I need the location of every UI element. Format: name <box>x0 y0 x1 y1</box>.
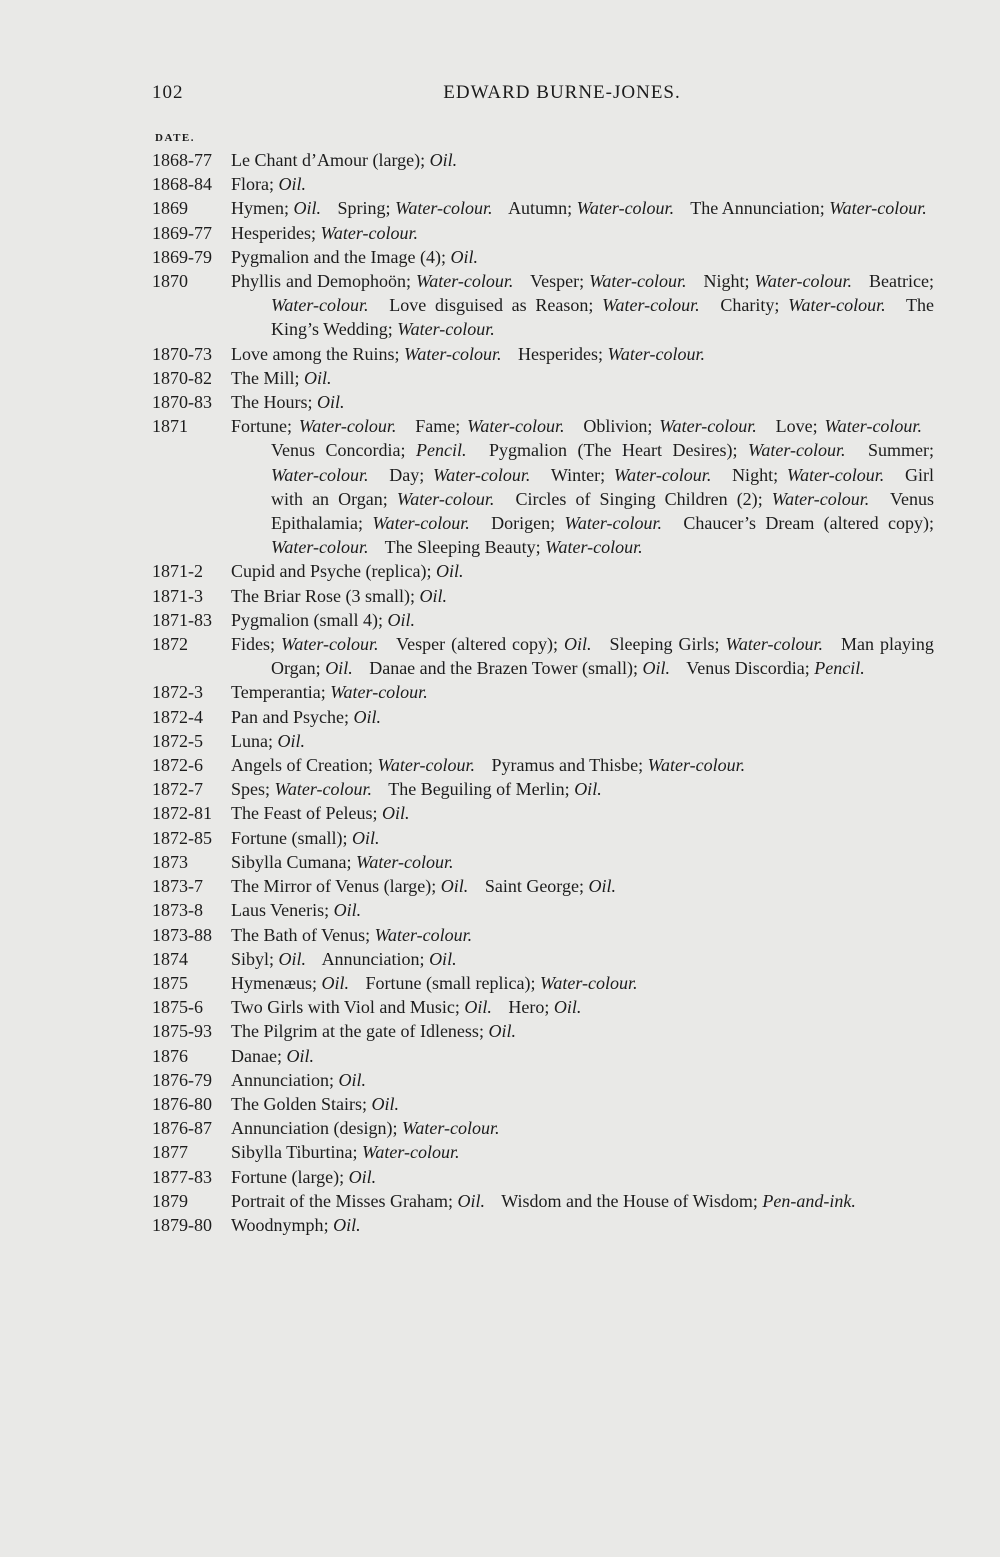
entry-date: 1873-7 <box>152 876 203 897</box>
list-item <box>152 1165 934 1189</box>
entry-works: Fides; Water-colour. Vesper (altered copy); Oil. Sleeping Girls; Water-colour. Man playing Organ; Oil. Danae and the Brazen Tower (small); Oil. Venus Discordia; Pencil. <box>231 634 934 679</box>
entry-date: 1873-8 <box>152 900 203 921</box>
work-title: The Bath of Venus <box>231 924 366 945</box>
list-item <box>152 245 934 269</box>
work-medium: Oil. <box>278 174 307 195</box>
entry-date: 1876-87 <box>152 1118 212 1139</box>
work-medium: Oil. <box>304 367 332 388</box>
list-item <box>152 1019 934 1043</box>
work-title: Vesper (altered copy) <box>396 634 554 655</box>
entry-date: 1879 <box>152 1190 188 1211</box>
work-medium: Water-colour. <box>362 1142 460 1163</box>
work-title: Fortune (large) <box>231 1166 340 1187</box>
entry-date: 1868-84 <box>152 174 212 195</box>
list-item <box>152 777 934 801</box>
work-medium: Water-colour. <box>613 464 712 485</box>
entry-works: The Hours; Oil. <box>231 392 345 413</box>
work-title: Sibyl <box>231 948 270 969</box>
work-title: The Mill <box>231 367 295 388</box>
work-medium: Oil. <box>457 1190 485 1211</box>
work-medium: Oil. <box>642 658 671 679</box>
work-medium: Pen-and-ink. <box>762 1190 856 1211</box>
list-item <box>152 390 934 414</box>
running-title: EDWARD BURNE-JONES. <box>443 82 681 103</box>
entry-works: The Feast of Peleus; Oil. <box>231 803 410 824</box>
entry-works: Cupid and Psyche (replica); Oil. <box>231 561 464 582</box>
entry-date: 1873 <box>152 851 188 872</box>
work-medium: Water-colour. <box>271 537 369 558</box>
page-number: 102 <box>152 82 184 103</box>
list-item <box>152 971 934 995</box>
list-item <box>152 1140 934 1164</box>
entry-works: Hesperides; Water-colour. <box>231 222 418 243</box>
list-item <box>152 1068 934 1092</box>
work-medium: Oil. <box>464 997 492 1018</box>
entry-works: Spes; Water-colour. The Beguiling of Merlin; Oil. <box>231 779 602 800</box>
entry-date: 1871-83 <box>152 609 212 630</box>
work-medium: Oil. <box>435 561 464 582</box>
entry-works: Portrait of the Misses Graham; Oil. Wisdom and the House of Wisdom; Pen-and-ink. <box>231 1190 856 1211</box>
work-title: Vesper <box>530 271 580 292</box>
entry-date: 1876-80 <box>152 1093 212 1114</box>
work-medium: Water-colour. <box>372 513 470 534</box>
work-title: The Golden Stairs <box>231 1093 362 1114</box>
list-item <box>152 172 934 196</box>
work-medium: Water-colour. <box>396 488 495 509</box>
work-medium: Oil. <box>348 1166 377 1187</box>
work-medium: Water-colour. <box>432 464 531 485</box>
work-title: Hesperides <box>231 222 311 243</box>
entry-date: 1875 <box>152 972 188 993</box>
work-medium: Water-colour. <box>786 464 885 485</box>
entry-works: Angels of Creation; Water-colour. Pyramus and Thisbe; Water-colour. <box>231 755 746 776</box>
work-title: The Hours <box>231 392 308 413</box>
work-title: Saint George <box>484 876 579 897</box>
work-medium: Water-colour. <box>545 537 643 558</box>
work-title: Annunciation (design) <box>231 1118 393 1139</box>
work-title: Hesperides <box>517 343 598 364</box>
work-title: Danae <box>231 1045 277 1066</box>
work-title: Love among the Ruins <box>231 343 395 364</box>
work-title: Venus Epithalamia <box>271 488 934 534</box>
work-medium: Water-colour. <box>374 924 473 945</box>
list-item <box>152 923 934 947</box>
work-medium: Water-colour. <box>647 755 746 776</box>
work-medium: Oil. <box>352 827 380 848</box>
work-title: Fortune (small replica) <box>365 972 531 993</box>
list-item <box>152 269 934 342</box>
entry-date: 1871-3 <box>152 585 203 606</box>
entry-date: 1869-77 <box>152 222 212 243</box>
work-title: The Briar Rose (3 small) <box>231 585 410 606</box>
entry-works: Sibylla Tiburtina; Water-colour. <box>231 1142 460 1163</box>
work-title: Girl with an Organ <box>271 464 935 509</box>
work-medium: Oil. <box>321 972 350 993</box>
work-title: Night <box>732 464 774 485</box>
list-item <box>152 342 934 366</box>
work-title: The Annunciation <box>690 198 820 219</box>
work-medium: Oil. <box>325 658 353 679</box>
work-title: Cupid and Psyche (replica) <box>231 561 427 582</box>
work-title: Danae and the Brazen Tower (small) <box>369 658 633 679</box>
list-item <box>152 196 934 220</box>
work-medium: Water-colour. <box>788 295 886 316</box>
work-medium: Water-colour. <box>298 416 397 437</box>
entry-works: The Bath of Venus; Water-colour. <box>231 924 473 945</box>
work-title: Pyramus and Thisbe <box>491 755 639 776</box>
work-medium: Oil. <box>277 730 306 751</box>
work-medium: Oil. <box>440 876 469 897</box>
entry-works: Temperantia; Water-colour. <box>231 682 428 703</box>
entry-works: Flora; Oil. <box>231 174 307 195</box>
entry-date: 1870-73 <box>152 343 212 364</box>
work-title: Sibylla Tiburtina <box>231 1142 353 1163</box>
work-medium: Oil. <box>450 246 478 267</box>
list-item <box>152 826 934 850</box>
entry-date: 1876-79 <box>152 1069 212 1090</box>
work-medium: Water-colour. <box>589 271 687 292</box>
work-title: Venus Discordia <box>686 658 805 679</box>
list-item <box>152 1213 934 1237</box>
work-medium: Oil. <box>353 706 382 727</box>
entry-works: The Golden Stairs; Oil. <box>231 1093 400 1114</box>
work-medium: Water-colour. <box>748 440 846 461</box>
list-item <box>152 850 934 874</box>
work-title: Autumn <box>508 198 568 219</box>
work-title: Two Girls with Viol and Music <box>231 997 455 1018</box>
work-medium: Water-colour. <box>271 295 369 316</box>
entry-works: Pygmalion and the Image (4); Oil. <box>231 246 478 267</box>
list-item <box>152 753 934 777</box>
work-title: Venus Concordia <box>271 440 401 461</box>
work-title: Flora <box>231 174 269 195</box>
entry-date: 1871 <box>152 416 188 437</box>
entry-date: 1872-81 <box>152 803 212 824</box>
work-medium: Water-colour. <box>725 634 823 655</box>
list-item <box>152 608 934 632</box>
list-item <box>152 680 934 704</box>
work-title: Oblivion <box>583 416 648 437</box>
work-medium: Oil. <box>588 876 616 897</box>
work-medium: Water-colour. <box>320 222 418 243</box>
work-title: Portrait of the Misses Graham <box>231 1190 448 1211</box>
work-title: Annunciation <box>321 948 420 969</box>
entry-works: Annunciation; Oil. <box>231 1069 367 1090</box>
work-medium: Water-colour. <box>397 319 495 340</box>
work-medium: Water-colour. <box>415 271 514 292</box>
entry-works: The Mill; Oil. <box>231 367 332 388</box>
entry-date: 1870-83 <box>152 392 212 413</box>
work-title: Day <box>389 464 420 485</box>
work-medium: Oil. <box>419 585 447 606</box>
entry-works: Laus Veneris; Oil. <box>231 900 362 921</box>
work-title: Annunciation <box>231 1069 329 1090</box>
list-item <box>152 148 934 172</box>
work-medium: Water-colour. <box>330 682 428 703</box>
work-medium: Oil. <box>564 634 592 655</box>
work-title: Pygmalion (small 4) <box>231 609 378 630</box>
work-title: Hymen <box>231 198 284 219</box>
work-title: Man playing Organ <box>271 634 934 679</box>
work-medium: Water-colour. <box>395 198 493 219</box>
work-medium: Oil. <box>293 198 322 219</box>
list-item <box>152 947 934 971</box>
work-title: The King’s Wedding <box>271 295 934 340</box>
list-item <box>152 1044 934 1068</box>
entry-date: 1872-4 <box>152 706 203 727</box>
page-header <box>152 82 932 112</box>
work-title: Fame <box>415 416 456 437</box>
entry-works: Two Girls with Viol and Music; Oil. Hero; Oil. <box>231 997 582 1018</box>
entry-date: 1869 <box>152 198 188 219</box>
work-title: Angels of Creation <box>231 755 368 776</box>
entry-works: Pan and Psyche; Oil. <box>231 706 382 727</box>
entry-works: Pygmalion (small 4); Oil. <box>231 609 416 630</box>
work-title: Woodnymph <box>231 1214 324 1235</box>
work-medium: Oil. <box>333 900 362 921</box>
work-title: Dorigen <box>491 513 551 534</box>
entry-works: Fortune; Water-colour. Fame; Water-colour. Oblivion; Water-colour. Love; Water-colour. Venus Concordia; Pencil. Pygmalion (The Heart Desires); Water-colour. Summer; Water-colour. Day; Water-colour. Winter; Water-colour. Night; Water-colour. Girl with an Organ; Water-colour. Circles of Singing Children (2); Water-colour. Venus Epithalamia; Water-colour. Dorigen; Water-colour. Chaucer’s Dream (altered copy); Water-colour. The Sleeping Beauty; Water-colour. <box>231 416 935 558</box>
list-item <box>152 414 934 559</box>
work-medium: Oil. <box>317 392 345 413</box>
work-title: Love <box>775 416 813 437</box>
entry-date: 1871-2 <box>152 561 203 582</box>
list-item <box>152 632 934 680</box>
entry-works: The Mirror of Venus (large); Oil. Saint George; Oil. <box>231 876 616 897</box>
work-medium: Oil. <box>286 1045 314 1066</box>
work-medium: Oil. <box>387 609 416 630</box>
work-title: Night <box>703 271 745 292</box>
work-medium: Water-colour. <box>467 416 565 437</box>
work-medium: Water-colour. <box>281 634 379 655</box>
work-medium: Pencil. <box>416 440 467 461</box>
list-item <box>152 898 934 922</box>
work-title: Pygmalion and the Image (4) <box>231 246 441 267</box>
work-medium: Water-colour. <box>540 972 638 993</box>
work-title: Luna <box>231 730 268 751</box>
work-title: Pygmalion (The Heart Desires) <box>489 440 733 461</box>
work-title: Beatrice <box>869 271 929 292</box>
entry-date: 1873-88 <box>152 924 212 945</box>
work-medium: Oil. <box>488 1021 516 1042</box>
entry-works: Hymen; Oil. Spring; Water-colour. Autumn; Water-colour. The Annunciation; Water-colour. <box>231 198 927 219</box>
entry-date: 1869-79 <box>152 246 212 267</box>
work-title: Spes <box>231 779 266 800</box>
list-item <box>152 366 934 390</box>
work-title: Le Chant d’Amour (large) <box>231 150 421 170</box>
work-title: Spring <box>337 198 386 219</box>
work-title: The Pilgrim at the gate of Idleness <box>231 1021 479 1042</box>
works-list <box>152 148 934 1237</box>
work-medium: Oil. <box>429 150 458 170</box>
date-column-label: DATE. <box>155 132 195 144</box>
work-medium: Water-colour. <box>356 851 454 872</box>
entry-date: 1877 <box>152 1142 188 1163</box>
work-title: Love disguised as Reason <box>389 295 589 316</box>
entry-works: The Pilgrim at the gate of Idleness; Oil. <box>231 1021 516 1042</box>
work-title: Chaucer’s Dream (altered copy) <box>683 513 929 534</box>
work-medium: Oil. <box>381 803 410 824</box>
entry-date: 1877-83 <box>152 1166 212 1187</box>
entry-works: Love among the Ruins; Water-colour. Hesperides; Water-colour. <box>231 343 705 364</box>
list-item <box>152 1189 934 1213</box>
work-title: Sibylla Cumana <box>231 851 347 872</box>
entry-works: Woodnymph; Oil. <box>231 1214 361 1235</box>
work-title: Phyllis and Demophoön <box>231 271 406 292</box>
entry-date: 1874 <box>152 948 188 969</box>
work-medium: Oil. <box>333 1214 361 1235</box>
list-item <box>152 995 934 1019</box>
list-item <box>152 729 934 753</box>
entry-date: 1875-93 <box>152 1021 212 1042</box>
work-medium: Water-colour. <box>659 416 757 437</box>
entry-date: 1876 <box>152 1045 188 1066</box>
work-medium: Oil. <box>278 948 307 969</box>
work-medium: Water-colour. <box>829 198 927 219</box>
work-medium: Water-colour. <box>576 198 675 219</box>
work-medium: Water-colour. <box>607 343 705 364</box>
list-item <box>152 584 934 608</box>
entry-works: Luna; Oil. <box>231 730 306 751</box>
work-medium: Water-colour. <box>602 295 700 316</box>
work-medium: Oil. <box>574 779 602 800</box>
entry-date: 1872-6 <box>152 755 203 776</box>
work-medium: Oil. <box>429 948 457 969</box>
work-title: The Beguiling of Merlin <box>388 779 565 800</box>
entry-works: Sibylla Cumana; Water-colour. <box>231 851 454 872</box>
entry-works: Danae; Oil. <box>231 1045 314 1066</box>
work-title: Hero <box>508 997 545 1018</box>
work-title: The Sleeping Beauty <box>384 537 536 558</box>
work-title: Fortune (small) <box>231 827 343 848</box>
work-medium: Water-colour. <box>404 343 502 364</box>
work-title: The Mirror of Venus (large) <box>231 876 432 897</box>
entry-works: Le Chant d’Amour (large); Oil. <box>231 150 458 170</box>
work-title: Winter <box>550 464 601 485</box>
entry-date: 1870 <box>152 271 188 292</box>
entry-works: Fortune (large); Oil. <box>231 1166 377 1187</box>
list-item <box>152 705 934 729</box>
work-title: Wisdom and the House of Wisdom <box>501 1190 753 1211</box>
work-title: Fides <box>231 634 271 655</box>
work-medium: Water-colour. <box>271 464 369 485</box>
work-medium: Oil. <box>338 1069 367 1090</box>
work-title: Charity <box>720 295 775 316</box>
entry-date: 1872-5 <box>152 730 203 751</box>
work-title: Hymenæus <box>231 972 312 993</box>
entry-date: 1875-6 <box>152 997 203 1018</box>
work-medium: Pencil. <box>814 658 865 679</box>
entry-date: 1872-85 <box>152 827 212 848</box>
list-item <box>152 874 934 898</box>
entry-works: Phyllis and Demophoön; Water-colour. Vesper; Water-colour. Night; Water-colour. Beatrice; Water-colour. Love disguised as Reason; Water-colour. Charity; Water-colour. The King’s Wedding; Water-colour. <box>231 271 934 340</box>
work-medium: Water-colour. <box>754 271 853 292</box>
work-title: Sleeping Girls <box>609 634 715 655</box>
work-title: The Feast of Peleus <box>231 803 373 824</box>
entry-works: Sibyl; Oil. Annunciation; Oil. <box>231 948 457 969</box>
work-title: Pan and Psyche <box>231 706 344 727</box>
entry-works: Hymenæus; Oil. Fortune (small replica); Water-colour. <box>231 972 638 993</box>
work-medium: Water-colour. <box>377 755 475 776</box>
entry-works: Annunciation (design); Water-colour. <box>231 1118 500 1139</box>
work-title: Temperantia <box>231 682 321 703</box>
list-item <box>152 1092 934 1116</box>
entry-works: Fortune (small); Oil. <box>231 827 380 848</box>
entry-date: 1872-7 <box>152 779 203 800</box>
work-medium: Water-colour. <box>401 1118 500 1139</box>
list-item <box>152 1116 934 1140</box>
work-medium: Oil. <box>371 1093 400 1114</box>
entry-date: 1872 <box>152 634 188 655</box>
entry-date: 1868-77 <box>152 150 212 170</box>
list-item <box>152 801 934 825</box>
work-title: Summer <box>868 440 929 461</box>
work-medium: Water-colour. <box>564 513 662 534</box>
work-title: Fortune <box>231 416 287 437</box>
entry-date: 1872-3 <box>152 682 203 703</box>
work-medium: Oil. <box>553 997 582 1018</box>
entry-works: The Briar Rose (3 small); Oil. <box>231 585 447 606</box>
entry-date: 1870-82 <box>152 367 212 388</box>
list-item <box>152 221 934 245</box>
work-title: Circles of Singing Children (2) <box>515 488 758 509</box>
work-medium: Water-colour. <box>771 488 870 509</box>
entry-date: 1879-80 <box>152 1214 212 1235</box>
work-title: Laus Veneris <box>231 900 325 921</box>
work-medium: Water-colour. <box>274 779 373 800</box>
list-item <box>152 559 934 583</box>
work-medium: Water-colour. <box>824 416 922 437</box>
